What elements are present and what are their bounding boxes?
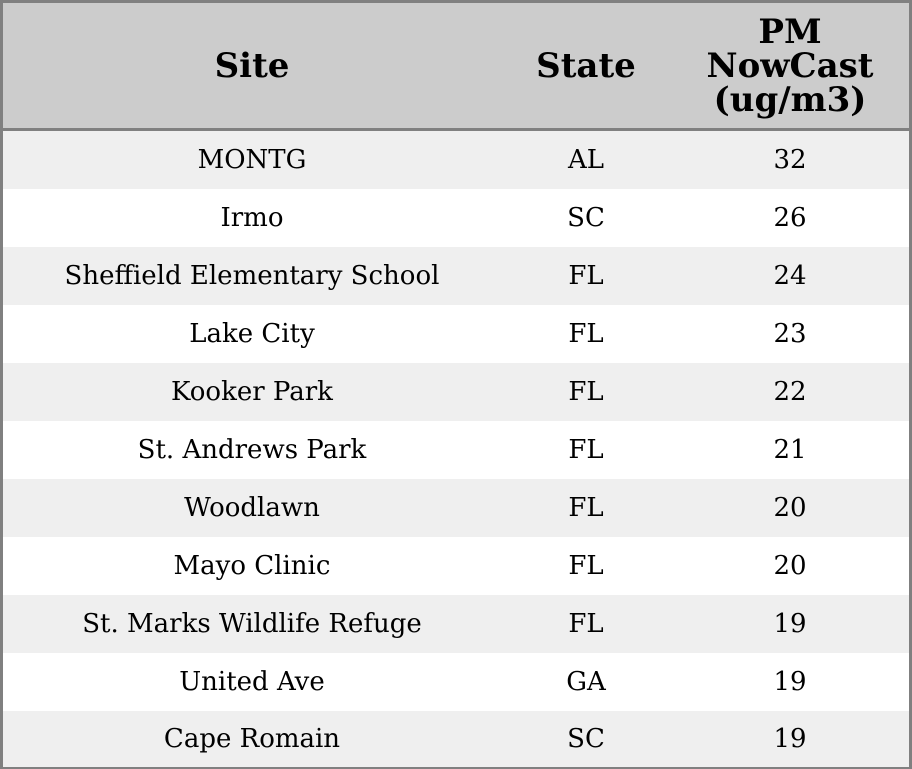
column-header-pm-line-3: (ug/m3) — [713, 79, 867, 120]
table-row — [3, 130, 909, 190]
cell-pm-nowcast: 21 — [671, 421, 909, 479]
table-row — [3, 305, 909, 363]
cell-state: SC — [501, 711, 671, 767]
cell-state: GA — [501, 653, 671, 711]
cell-state: AL — [501, 130, 671, 190]
column-header-pm-line-1: PM — [758, 11, 822, 52]
column-header-pm-line-2: NowCast — [706, 45, 874, 86]
cell-state: FL — [501, 421, 671, 479]
cell-site: MONTG — [3, 130, 501, 190]
cell-state: FL — [501, 479, 671, 537]
cell-pm-nowcast: 22 — [671, 363, 909, 421]
cell-state: FL — [501, 305, 671, 363]
table-row — [3, 711, 909, 767]
column-header-pm-nowcast — [671, 3, 909, 130]
cell-pm-nowcast: 20 — [671, 479, 909, 537]
cell-pm-nowcast: 19 — [671, 711, 909, 767]
cell-site: Kooker Park — [3, 363, 501, 421]
cell-state: SC — [501, 189, 671, 247]
column-header-site: Site — [3, 3, 501, 130]
table-row — [3, 189, 909, 247]
cell-state: FL — [501, 363, 671, 421]
cell-pm-nowcast: 19 — [671, 653, 909, 711]
cell-site: Sheffield Elementary School — [3, 247, 501, 305]
pm-nowcast-table — [3, 3, 909, 767]
cell-site: St. Andrews Park — [3, 421, 501, 479]
cell-pm-nowcast: 26 — [671, 189, 909, 247]
column-header-state: State — [501, 3, 671, 130]
cell-state: FL — [501, 595, 671, 653]
table-body — [3, 130, 909, 768]
cell-site: Cape Romain — [3, 711, 501, 767]
cell-pm-nowcast: 23 — [671, 305, 909, 363]
table-row — [3, 653, 909, 711]
table-row — [3, 537, 909, 595]
cell-site: Irmo — [3, 189, 501, 247]
cell-site: St. Marks Wildlife Refuge — [3, 595, 501, 653]
cell-pm-nowcast: 32 — [671, 130, 909, 190]
cell-pm-nowcast: 20 — [671, 537, 909, 595]
cell-site: Woodlawn — [3, 479, 501, 537]
table-row — [3, 479, 909, 537]
cell-site: Mayo Clinic — [3, 537, 501, 595]
table-row — [3, 421, 909, 479]
header-row — [3, 3, 909, 130]
table-row — [3, 247, 909, 305]
cell-pm-nowcast: 19 — [671, 595, 909, 653]
cell-state: FL — [501, 247, 671, 305]
table-row — [3, 363, 909, 421]
cell-site: United Ave — [3, 653, 501, 711]
cell-state: FL — [501, 537, 671, 595]
cell-site: Lake City — [3, 305, 501, 363]
cell-pm-nowcast: 24 — [671, 247, 909, 305]
table-row — [3, 595, 909, 653]
